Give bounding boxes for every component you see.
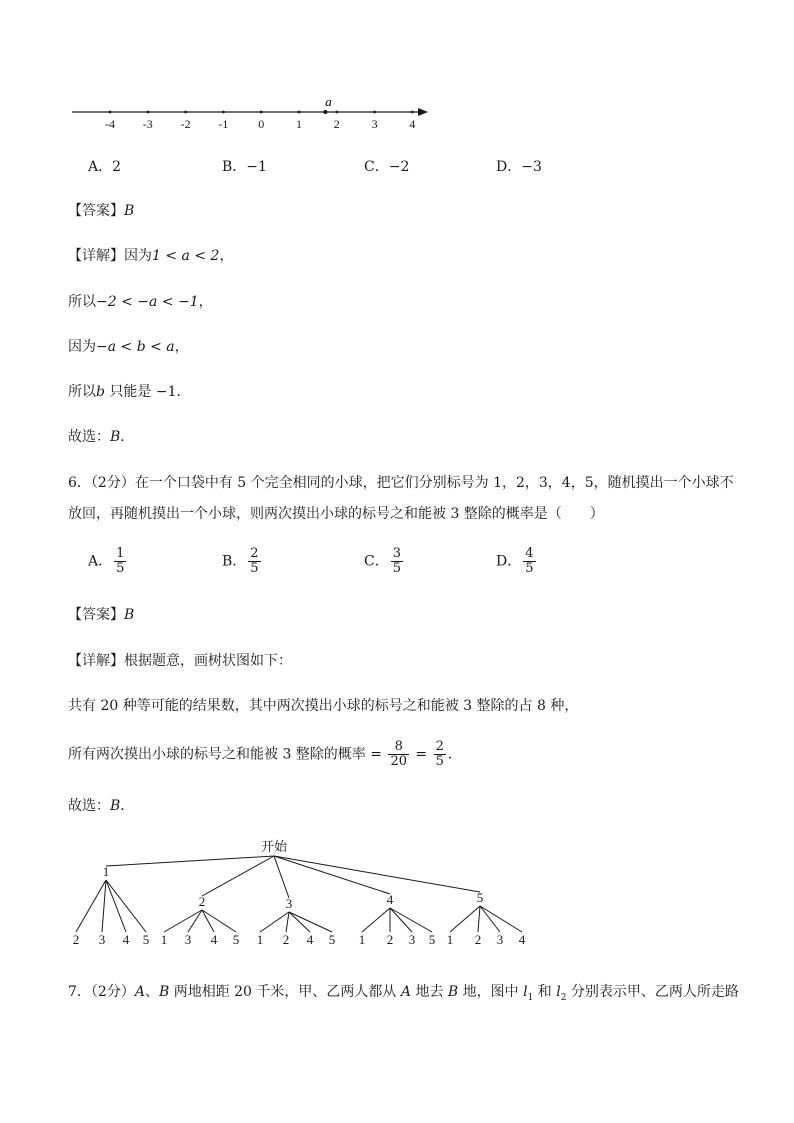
- numerator: 2: [435, 739, 444, 754]
- tree-branch-line: [106, 856, 274, 866]
- tree-branch-label: 1: [102, 864, 110, 879]
- q6-detail-line-1: [68, 652, 292, 670]
- tree-branch-line: [274, 856, 289, 898]
- text: 根据题意，画树状图如下：: [124, 653, 292, 669]
- answer-tag: 【答案】: [68, 203, 124, 219]
- numerator: 3: [392, 546, 401, 561]
- denominator: 5: [392, 561, 401, 576]
- answer-value: B: [124, 203, 135, 219]
- math: l: [556, 984, 561, 1000]
- tree-child-line: [289, 912, 332, 932]
- text: 7．（2分）: [68, 984, 135, 1000]
- fraction: [248, 547, 260, 576]
- q6-stem-line-2: 放回，再随机摸出一个小球，则两次摸出小球的标号之和能被 3 整除的概率是（ ）: [68, 506, 604, 522]
- tree-child-line: [362, 908, 390, 932]
- text: 所有两次摸出小球的标号之和能被 3 整除的概率 =: [68, 746, 387, 763]
- fraction: [388, 740, 409, 769]
- tick-label: -3: [142, 117, 153, 131]
- option-letter: C．: [364, 553, 389, 570]
- answer-value: B: [124, 607, 135, 623]
- tick-mark: [411, 111, 414, 114]
- text: ，: [198, 294, 213, 310]
- math: B: [158, 984, 170, 1000]
- text: ．: [120, 798, 135, 814]
- denominator: 5: [116, 561, 125, 576]
- tree-child-line: [102, 880, 106, 932]
- tree-child-line: [390, 908, 412, 932]
- numerator: 4: [525, 546, 534, 561]
- q6-detail-line-2: 共有 20 种等可能的结果数，其中两次摸出小球的标号之和能被 3 整除的占 8 种，: [68, 698, 579, 714]
- tick-mark: [222, 111, 225, 114]
- tree-child-label: 3: [98, 932, 106, 947]
- tick-label: -2: [180, 117, 191, 131]
- tick-mark: [146, 111, 149, 114]
- text: 故选：: [68, 798, 110, 814]
- tree-diagram: [60, 832, 540, 960]
- tick-mark: [184, 111, 187, 114]
- tree-child-line: [480, 906, 522, 932]
- tick-mark: [373, 111, 376, 114]
- text: 因为: [124, 248, 152, 264]
- tree-child-label: 5: [428, 932, 436, 947]
- numerator: 1: [116, 546, 125, 561]
- tree-child-label: 1: [358, 932, 366, 947]
- text: 和: [533, 984, 557, 1000]
- tree-branch-label: 5: [476, 890, 484, 905]
- denominator: 5: [435, 754, 444, 769]
- tick-label: 2: [333, 117, 340, 131]
- q5-option-d: D．−3: [496, 159, 542, 175]
- text: ，: [174, 339, 189, 355]
- tree-child-line: [478, 906, 480, 932]
- q5-detail-line-2: [68, 293, 213, 311]
- text: 因为: [68, 339, 96, 355]
- q5-answer: [68, 202, 134, 220]
- tree-child-label: 5: [232, 932, 240, 947]
- text: =: [410, 746, 432, 763]
- option-letter: B．: [222, 553, 247, 570]
- q6-option-d: [496, 547, 538, 576]
- tree-child-line: [480, 906, 500, 932]
- text: 只能是: [104, 384, 156, 400]
- q5-option-b: B．−1: [222, 159, 267, 175]
- point-a-label: a: [325, 94, 332, 109]
- q6-choose: [68, 797, 134, 815]
- fraction: [391, 547, 403, 576]
- text: 故选：: [68, 429, 110, 445]
- text: 、: [144, 984, 159, 1000]
- denominator: 5: [525, 561, 534, 576]
- q6-stem-line-1: 6．（2分）在一个口袋中有 5 个完全相同的小球，把它们分别标号为 1，2，3，4，5，随机摸出一个小球不: [68, 475, 734, 491]
- tree-root-label: 开始: [260, 840, 288, 855]
- denominator: 20: [390, 754, 407, 769]
- text: ．: [120, 429, 135, 445]
- q6-option-b: [222, 547, 263, 576]
- numerator: 8: [388, 740, 409, 755]
- tree-child-line: [202, 910, 236, 932]
- tree-child-line: [289, 912, 310, 932]
- q5-option-a: A．2: [88, 159, 122, 175]
- text: 分别表示甲、乙两人所走路: [566, 984, 739, 1000]
- q6-option-c: [364, 547, 405, 576]
- q7-stem-line-1: [68, 983, 739, 1007]
- tick-mark: [260, 111, 263, 114]
- point-a-marker: [323, 110, 327, 114]
- detail-tag: 【详解】: [68, 248, 124, 264]
- math: −a < b < a: [96, 339, 175, 355]
- tree-child-line: [390, 908, 432, 932]
- math: B: [447, 984, 459, 1000]
- tree-child-line: [188, 910, 202, 932]
- math: A: [134, 984, 145, 1000]
- q5-choose: [68, 428, 134, 446]
- tree-child-label: 5: [142, 932, 150, 947]
- math: −1: [155, 384, 177, 400]
- tree-child-label: 5: [328, 932, 336, 947]
- tick-label: -1: [218, 117, 229, 131]
- tree-child-label: 2: [474, 932, 482, 947]
- tick-label: 4: [409, 117, 416, 131]
- q5-detail-line-3: [68, 338, 189, 356]
- tree-child-label: 4: [122, 932, 130, 947]
- text: 所以: [68, 294, 96, 310]
- option-letter: A．: [88, 553, 113, 570]
- math: −2 < −a < −1: [96, 294, 199, 310]
- math: l: [523, 984, 528, 1000]
- tick-label: 3: [371, 117, 378, 131]
- subscript: 1: [527, 992, 534, 1003]
- answer-value: B: [110, 798, 121, 814]
- math: 1 < a < 2: [152, 248, 220, 264]
- text: 地，图中: [458, 984, 524, 1000]
- tree-child-line: [450, 906, 480, 932]
- tree-child-label: 3: [408, 932, 416, 947]
- number-line: [60, 92, 440, 134]
- tree-child-label: 4: [518, 932, 526, 947]
- tree-child-label: 2: [282, 932, 290, 947]
- tree-child-label: 4: [210, 932, 218, 947]
- tick-mark: [298, 111, 301, 114]
- fraction: [434, 740, 446, 769]
- q6-answer: [68, 606, 134, 624]
- tick-label: -4: [105, 117, 115, 131]
- tree-branch-label: 4: [386, 892, 394, 907]
- tree-child-label: 1: [160, 932, 168, 947]
- q5-detail-line-4: [68, 383, 191, 401]
- tree-child-label: 4: [306, 932, 314, 947]
- math: A: [400, 984, 411, 1000]
- tree-branch-label: 2: [198, 894, 206, 909]
- tree-branch-line: [202, 856, 274, 896]
- answer-tag: 【答案】: [68, 607, 124, 623]
- tree-child-line: [106, 880, 146, 932]
- tree-child-line: [106, 880, 126, 932]
- text: 地去: [411, 984, 448, 1000]
- tree-child-label: 2: [72, 932, 80, 947]
- subscript: 2: [560, 992, 567, 1003]
- math: b: [96, 384, 105, 400]
- detail-tag: 【详解】: [68, 653, 124, 669]
- text: ，: [219, 248, 234, 264]
- tree-child-label: 1: [446, 932, 454, 947]
- tree-child-label: 3: [496, 932, 504, 947]
- tick-label: 0: [258, 117, 265, 131]
- tick-mark: [109, 111, 112, 114]
- tree-branch-line: [274, 856, 390, 894]
- tree-child-label: 1: [256, 932, 264, 947]
- tree-child-line: [286, 912, 289, 932]
- text: ．: [447, 746, 462, 763]
- fraction: [523, 547, 535, 576]
- text: 两地相距 20 千米，甲、乙两人都从: [169, 984, 401, 1000]
- tree-child-label: 3: [184, 932, 192, 947]
- fraction: [114, 547, 126, 576]
- tick-mark: [335, 111, 338, 114]
- text: 所以: [68, 384, 96, 400]
- tree-child-line: [260, 912, 289, 932]
- tree-child-line: [164, 910, 202, 932]
- q5-detail-line-1: [68, 247, 233, 265]
- text: ．: [176, 384, 191, 400]
- q6-detail-line-3: [68, 740, 462, 769]
- tree-child-line: [76, 880, 106, 932]
- number-line-arrow: [418, 108, 428, 116]
- tree-child-label: 2: [386, 932, 394, 947]
- q6-option-a: [88, 547, 128, 576]
- tree-branch-label: 3: [285, 896, 293, 911]
- numerator: 2: [250, 546, 259, 561]
- denominator: 5: [250, 561, 259, 576]
- tick-label: 1: [296, 117, 302, 131]
- option-letter: D．: [496, 553, 522, 570]
- q5-option-c: C．−2: [364, 159, 410, 175]
- tree-branch-line: [274, 856, 480, 892]
- answer-value: B: [110, 429, 121, 445]
